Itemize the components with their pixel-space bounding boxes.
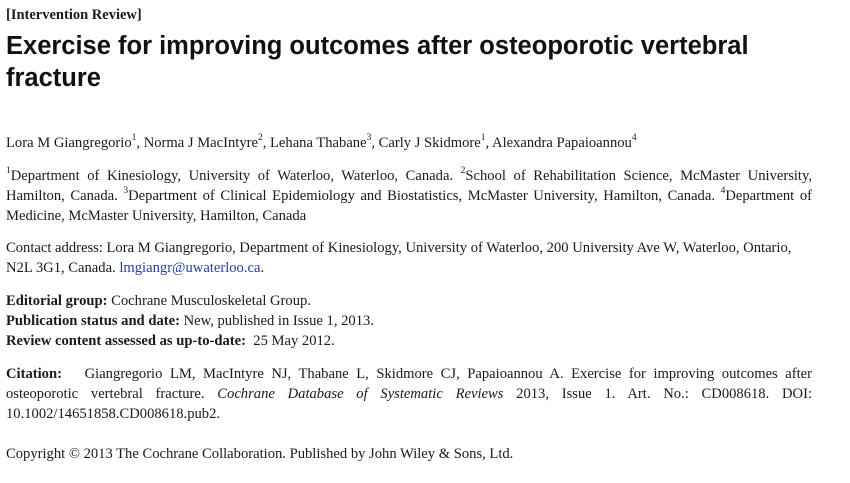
author-affiliation-number: 2: [257, 133, 263, 144]
citation-text: Giangregorio LM, MacIntyre NJ, Thabane L, Skidmore CJ, Papaioannou A. Exercise for improving outcomes after osteoporotic vertebral fracture.: [6, 366, 813, 402]
publication-status-value: New, published in Issue 1, 2013.: [183, 313, 374, 329]
author-name: Lora M Giangregorio: [6, 135, 132, 151]
review-assessed-label: Review content assessed as up-to-date:: [6, 333, 246, 349]
author-name: Norma J MacIntyre: [143, 135, 258, 151]
copyright-notice: Copyright © 2013 The Cochrane Collaboration. Published by John Wiley & Sons, Ltd.: [6, 446, 514, 462]
contact-email-link[interactable]: lmgiangr@uwaterloo.ca: [119, 260, 261, 276]
affiliation-number: 2: [460, 166, 466, 177]
affiliation-number: 3: [123, 186, 129, 197]
contact-period: .: [260, 260, 265, 276]
affiliation-number: 4: [720, 186, 726, 197]
editorial-group-label: Editorial group:: [6, 293, 108, 309]
citation: [6, 364, 812, 424]
publication-status-line: [6, 311, 812, 331]
editorial-info: [6, 291, 812, 351]
review-assessed-value: 25 May 2012.: [253, 333, 335, 349]
author-list: Lora M Giangregorio$^1$, Norma J MacIntyre$^2$, Lehana Thabane$^3$, Carly J Skidmore$^1$, Alexandra Papaioannou$^4$: [6, 133, 637, 151]
affiliation-text: Department of Clinical Epidemiology and Biostatistics, McMaster University, Hamilton, Canada.: [128, 188, 715, 204]
author-name: Lehana Thabane: [270, 135, 367, 151]
author-affiliation-number: 3: [366, 133, 372, 144]
author-affiliation-number: 4: [631, 133, 637, 144]
author-name: Alexandra Papaioannou: [492, 135, 632, 151]
affiliation-text: School of Rehabilitation Science, McMaster University, Hamilton, Canada.: [6, 168, 812, 204]
publication-status-label: Publication status and date:: [6, 313, 180, 329]
contact-text: Contact address: Lora M Giangregorio, Department of Kinesiology, University of Waterloo, 200 University Ave W, Waterloo, Ontario, N2L 3G1, Canada.: [6, 240, 792, 276]
editorial-group-line: [6, 291, 812, 311]
contact-address: [6, 238, 812, 278]
affiliation-number: 1: [6, 166, 11, 177]
editorial-group-value: Cochrane Musculoskeletal Group.: [111, 293, 311, 309]
affiliation-text: Department of Medicine, McMaster University, Hamilton, Canada: [6, 188, 812, 224]
author-name: Carly J Skidmore: [378, 135, 481, 151]
page-title: Exercise for improving outcomes after osteoporotic vertebral fracture: [6, 32, 749, 92]
author-affiliation-number: 1: [480, 133, 486, 144]
affiliation-text: Department of Kinesiology, University of Waterloo, Waterloo, Canada.: [10, 168, 454, 184]
review-type-tag: [Intervention Review]: [6, 7, 142, 23]
citation-journal: Cochrane Database of Systematic Reviews: [217, 386, 504, 402]
citation-label: Citation:: [6, 366, 62, 382]
affiliations: [6, 166, 812, 226]
review-assessed-line: [6, 331, 812, 351]
author-affiliation-number: 1: [131, 133, 137, 144]
citation-details: 2013, Issue 1. Art. No.: CD008618. DOI: 10.1002/14651858.CD008618.pub2.: [6, 386, 812, 422]
